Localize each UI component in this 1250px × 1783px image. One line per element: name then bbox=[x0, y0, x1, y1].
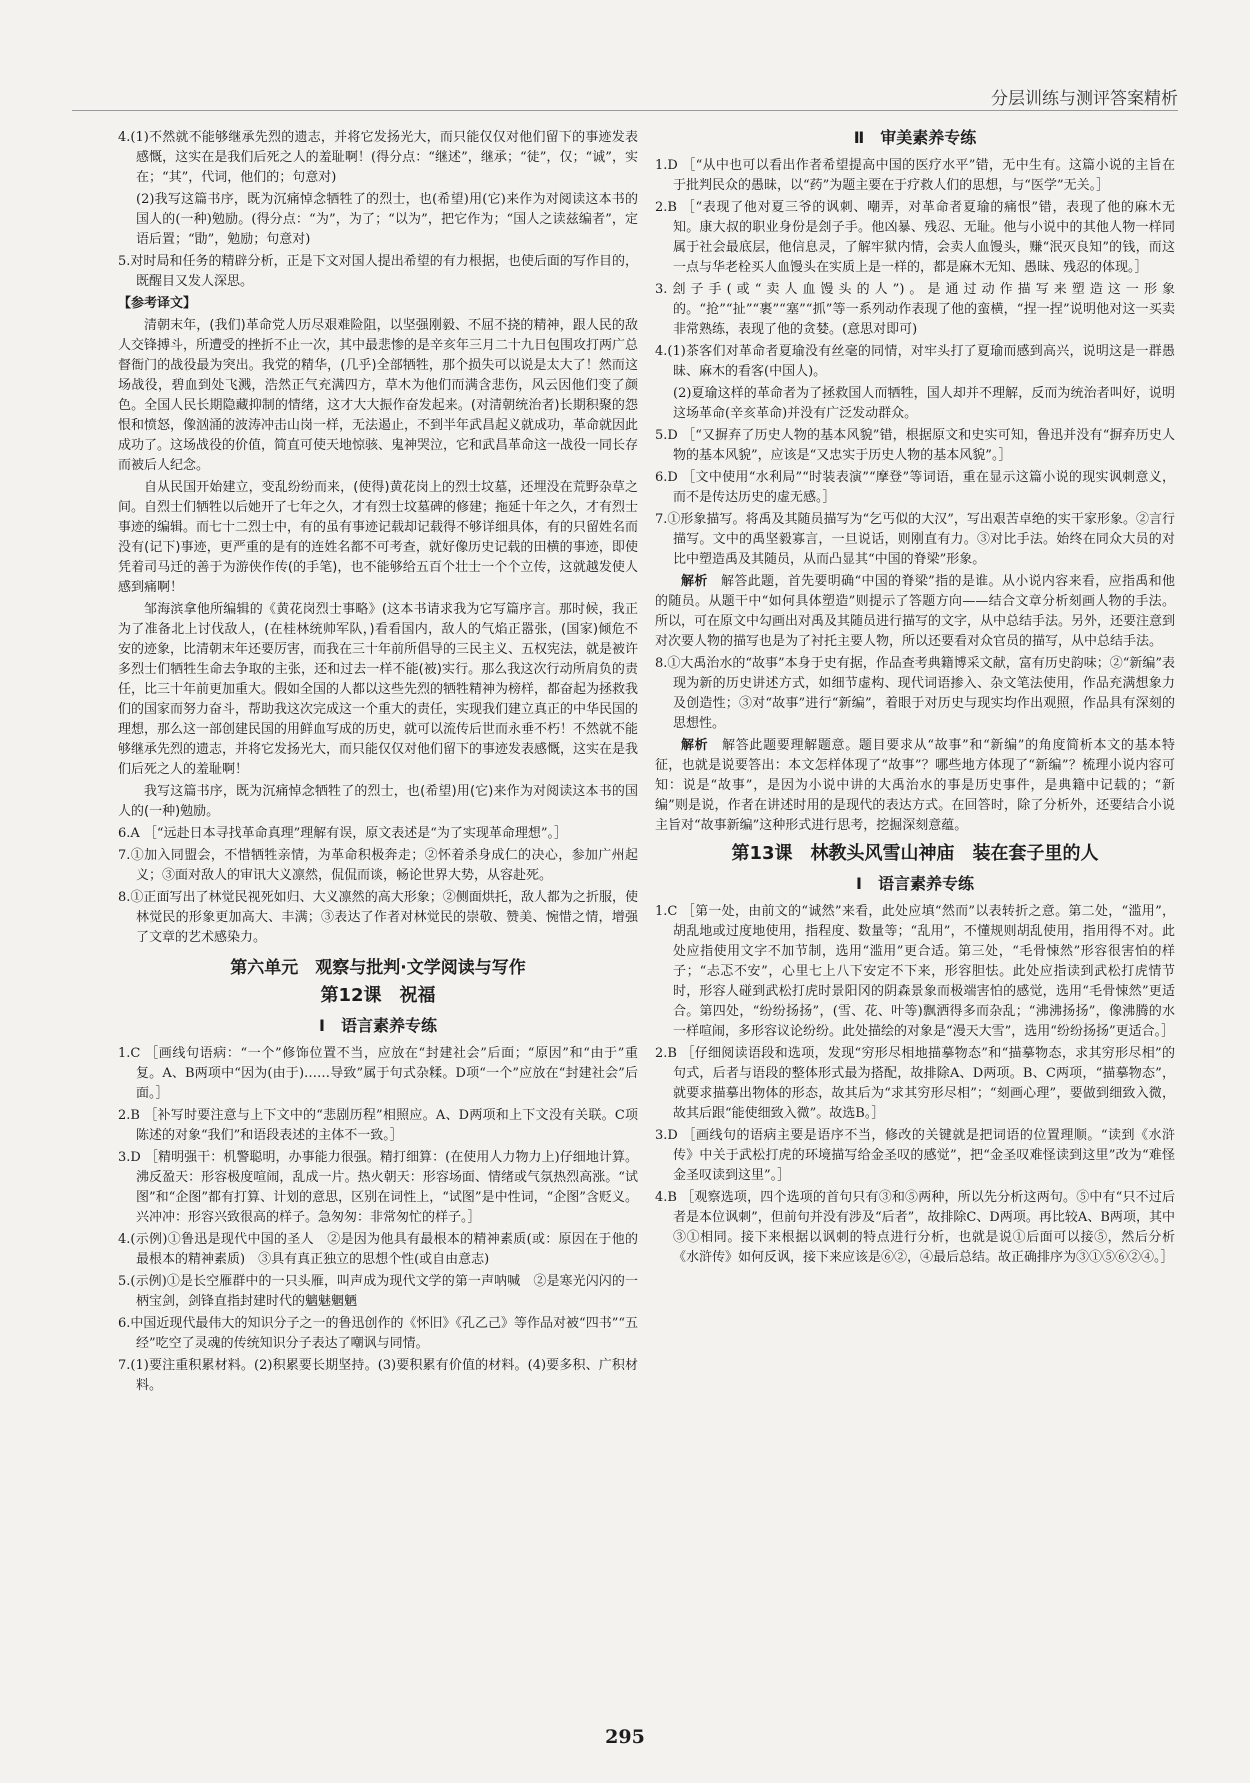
answer-item: 5.D ［“又摒弃了历史人物的基本风貌”错，根据原文和史实可知，鲁迅并没有“摒弃历史人物的基本风貌”，应该是“又忠实于历史人物的基本风貌”。］ bbox=[655, 428, 1175, 463]
answer-item: 2.B ［仔细阅读语段和选项，发现“穷形尽相地描摹物态”和“描摹物态，求其穷形尽相”的句式，后者与语段的整体形式最为搭配，故排除A、D两项。B、C两项，“描摹物态”，就要求描摹出物体的形态，故其后为“求其穷形尽相”；“刻画心理”，要做到细致入微，故其后跟“能使细致入微”。故选B。］ bbox=[655, 1046, 1175, 1121]
translation-paragraph: 我写这篇书序，既为沉痛悼念牺牲了的烈士，也(希望)用(它)来作为对阅读这本书的国人的(一种)勉励。 bbox=[118, 784, 638, 819]
answer-item: 4.(示例)①鲁迅是现代中国的圣人 ②是因为他具有最根本的精神素质(或：原因在于他的最根本的精神素质) ③具有真正独立的思想个性(或自由意志) bbox=[118, 1232, 638, 1267]
analysis-text: 解答此题，首先要明确“中国的脊梁”指的是谁。从小说内容来看，应指禹和他的随员。从题干中“如何具体塑造”则提示了答题方向——结合文章分析刻画人物的手法。所以，可在原文中勾画出对禹及其随员进行描写的文字，从中总结手法。另外，还要注意到对次要人物的描写也是为了衬托主要人物，所以还要看对众官员的描写，从中总结手法。 bbox=[655, 574, 1176, 649]
section-title: Ⅰ 语言素养专练 bbox=[856, 874, 974, 893]
answer-item: 2.B ［“表现了他对夏三爷的讽刺、嘲弄，对革命者夏瑜的痛恨”错，表现了他的麻木无知。康大叔的职业身份是刽子手。他凶暴、残忍、无耻。他与小说中的其他人物一样同属于社会最底层，他信息灵，了解牢狱内情，会卖人血馒头，赚“泯灭良知”的钱，而这一点与华老栓买人血馒头在实质上是一样的，都是麻木无知、愚昧、残忍的体现。］ bbox=[655, 200, 1175, 275]
page-number: 295 bbox=[605, 1726, 645, 1748]
answer-item: 7.(1)要注重积累材料。(2)积累要长期坚持。(3)要积累有价值的材料。(4)要多积、广积材料。 bbox=[118, 1358, 638, 1393]
answer-item: 3.D ［精明强干：机警聪明，办事能力很强。精打细算：(在使用人力物力上)仔细地计算。沸反盈天：形容极度喧闹，乱成一片。热火朝天：形容场面、情绪或气氛热烈高涨。“试图”和“企图”都有打算、计划的意思，区别在词性上，“试图”是中性词，“企图”含贬义。兴冲冲：形容兴致很高的样子。急匆匆：非常匆忙的样子。］ bbox=[118, 1150, 638, 1225]
answer-item: 3.刽子手(或“卖人血馒头的人”)。是通过动作描写来塑造这一形象的。“抢”“扯”“裹”“塞”“抓”等一系列动作表现了他的蛮横，“捏一捏”说明他对这一买卖非常熟练，表现了他的贪婪。(意思对即可) bbox=[655, 282, 1175, 337]
answer-item: 7.①加入同盟会，不惜牺牲亲情，为革命积极奔走；②怀着杀身成仁的决心，参加广州起义；③面对敌人的审讯大义凛然，侃侃而谈，畅论世界大势，从容赴死。 bbox=[118, 848, 638, 883]
analysis-paragraph bbox=[655, 736, 1175, 836]
unit-title: 第六单元 观察与批判·文学阅读与写作 bbox=[230, 958, 526, 978]
answer-item: 4.B ［观察选项，四个选项的首句只有③和⑤两种，所以先分析这两句。⑤中有“只不过后者是本位讽刺”，但前句并没有涉及“后者”，故排除C、D两项。再比较A、B两项，其中③①相同。接下来根据以讽刺的特点进行分析，也就是说①后面可以接⑤，然后分析《水浒传》如何反讽，接下来应该是⑥②，④最后总结。故正确排序为③①⑤⑥②④。］ bbox=[655, 1190, 1175, 1265]
answer-item: 3.D ［画线句的语病主要是语序不当，修改的关键就是把词语的位置理顺。“读到《水浒传》中关于武松打虎的环境描写给金圣叹的感觉”，把“金圣叹难怪读到这里”改为“难怪金圣叹读到这里”。］ bbox=[655, 1128, 1175, 1183]
answer-item: 6.D ［文中使用“水利局”“时装表演”“摩登”等词语，重在显示这篇小说的现实讽刺意义，而不是传达历史的虚无感。］ bbox=[655, 470, 1175, 505]
header-rule bbox=[72, 110, 1178, 111]
answer-item: 8.①大禹治水的“故事”本身于史有据，作品查考典籍博采文献，富有历史韵味；②“新编”表现为新的历史讲述方式，如细节虚构、现代词语掺入、杂文笔法使用，作品充满想象力及创造性；③对“故事”进行“新编”，着眼于对历史与现实均作出观照，作品具有深刻的思想性。 bbox=[655, 656, 1175, 731]
answer-item: 5.(示例)①是长空雁群中的一只头雁，叫声成为现代文学的第一声呐喊 ②是寒光闪闪的一柄宝剑，剑锋直指封建时代的魑魅魍魉 bbox=[118, 1274, 638, 1309]
lesson-title: 第13课 林教头风雪山神庙 装在套子里的人 bbox=[731, 843, 1099, 864]
lesson-title: 第12课 祝福 bbox=[320, 985, 436, 1006]
reference-translation-title: 【参考译文】 bbox=[118, 296, 197, 311]
answer-item: 1.C ［画线句语病：“一个”修饰位置不当，应放在“封建社会”后面；“原因”和“由于”重复。A、B两项中“因为(由于)……导致”属于句式杂糅。D项“一个”应放在“封建社会”后面。］ bbox=[118, 1046, 638, 1101]
analysis-label: 解析 bbox=[681, 738, 709, 753]
answer-item: 7.①形象描写。将禹及其随员描写为“乞丐似的大汉”，写出艰苦卓绝的实干家形象。②言行描写。文中的禹坚毅寡言，一旦说话，则刚直有力。③对比手法。始终在同众大员的对比中塑造禹及其随员，从而凸显其“中国的脊梁”形象。 bbox=[655, 512, 1175, 567]
left-column bbox=[118, 128, 638, 1398]
answer-item: 1.C ［第一处，由前文的“诚然”来看，此处应填“然而”以表转折之意。第二处，“滥用”，胡乱地或过度地使用，指程度、数量等；“乱用”，不懂规则胡乱使用，指用得不对。此处应指使用文字不加节制，选用“滥用”更合适。第三处，“毛骨悚然”形容很害怕的样子；“忐忑不安”，心里七上八下安定不下来，形容胆怯。此处应指读到武松打虎情节时，形容人碰到武松打虎时景阳冈的阴森景象而极端害怕的感觉，选用“毛骨悚然”更适合。第四处，“纷纷扬扬”，(雪、花、叶等)飘洒得多而杂乱；“沸沸扬扬”，像沸腾的水一样喧闹，多形容议论纷纷。此处描绘的对象是“漫天大雪”，选用“纷纷扬扬”更适合。］ bbox=[655, 904, 1175, 1039]
answer-item: 4.(1)茶客们对革命者夏瑜没有丝毫的同情，对牢头打了夏瑜而感到高兴，说明这是一群愚昧、麻木的看客(中国人)。 bbox=[655, 344, 1175, 379]
translation-paragraph: 清朝末年，(我们)革命党人历尽艰难险阻，以坚强刚毅、不屈不挠的精神，跟人民的敌人交锋搏斗，所遭受的挫折不止一次，其中最悲惨的是辛亥年三月二十九日包围攻打两广总督衙门的战役最为突出。我党的精华，(几乎)全部牺牲，那个损失可以说是太大了！然而这场战役，碧血到处飞溅，浩然正气充满四方，草木为他们而满含悲伤，风云因他们变了颜色。全国人民长期隐藏抑制的情绪，这才大大振作奋发起来。(对清朝统治者)长期积聚的怨恨和愤怒，像汹涌的波涛冲击山岗一样，无法遏止，不到半年武昌起义就成功，革命就因此成功了。这场战役的价值，简直可使天地惊骇、鬼神哭泣，它和武昌革命这一战役一同长存而被后人纪念。 bbox=[118, 318, 639, 473]
analysis-text: 解答此题要理解题意。题目要求从“故事”和“新编”的角度简析本文的基本特征，也就是说要答出：本文怎样体现了“故事”？哪些地方体现了“新编”？梳理小说内容可知：说是“故事”，是因为小说中讲的大禹治水的事是历史事件，是典籍中记载的；“新编”则是说，作者在讲述时用的是现代的表达方式。在回答时，除了分析外，还要结合小说主旨对“故事新编”这种形式进行思考，挖掘深刻意蕴。 bbox=[655, 738, 1175, 833]
answer-item: (2)夏瑜这样的革命者为了拯救国人而牺牲，国人却并不理解，反而为统治者叫好，说明这场革命(辛亥革命)并没有广泛发动群众。 bbox=[673, 386, 1175, 421]
answer-item: 8.①正面写出了林觉民视死如归、大义凛然的高大形象；②侧面烘托，敌人都为之折服，使林觉民的形象更加高大、丰满；③表达了作者对林觉民的崇敬、赞美、惋惜之情，增强了文章的艺术感染力。 bbox=[118, 890, 638, 945]
answer-item: 1.D ［“从中也可以看出作者希望提高中国的医疗水平”错，无中生有。这篇小说的主旨在于批判民众的愚昧，以“药”为题主要在于疗救人们的思想，与“医学”无关。］ bbox=[655, 158, 1175, 193]
answer-item: 5.对时局和任务的精辟分析，正是下文对国人提出希望的有力根据，也使后面的写作目的，既醒目又发人深思。 bbox=[118, 254, 638, 289]
running-header: 分层训练与测评答案精析 bbox=[991, 89, 1178, 109]
answer-item: 6.中国近现代最伟大的知识分子之一的鲁迅创作的《怀旧》《孔乙己》等作品对被“四书”“五经”吃空了灵魂的传统知识分子表达了嘲讽与同情。 bbox=[118, 1316, 638, 1351]
section-title: Ⅰ 语言素养专练 bbox=[319, 1016, 437, 1035]
right-column bbox=[655, 128, 1175, 1270]
answer-item: 4.(1)不然就不能够继承先烈的遗志，并将它发扬光大，而只能仅仅对他们留下的事迹发表感慨，这实在是我们后死之人的羞耻啊！(得分点：“继述”，继承；“徒”，仅；“诚”，实在；“其”，代词，他们的；句意对) bbox=[118, 130, 638, 185]
analysis-paragraph bbox=[655, 572, 1175, 652]
answer-item: 6.A ［“远赴日本寻找革命真理”理解有误，原文表述是“为了实现革命理想”。］ bbox=[118, 826, 568, 841]
section-title: Ⅱ 审美素养专练 bbox=[853, 128, 977, 147]
translation-paragraph: 邹海滨拿他所编辑的《黄花岗烈士事略》(这本书请求我为它写篇序言。那时候，我正为了准备北上讨伐敌人，(在桂林统帅军队，)看看国内，敌人的气焰正嚣张，(国家)倾危不安的迹象，比清朝末年还要厉害，而我在三十年前所倡导的三民主义、五权宪法，就是被许多烈士们牺牲生命去争取的主张，还和过去一样不能(被)实行。那么我这次行动所肩负的责任，比三十年前更加重大。假如全国的人都以这些先烈的牺牲精神为榜样，都奋起为拯救我们的国家而努力奋斗，帮助我这次完成这一个重大的责任，实现我们建立真正的中华民国的理想，那么这一部创建民国的用鲜血写成的历史，就可以流传后世而永垂不朽！不然就不能够继承先烈的遗志，并将它发扬光大，而只能仅仅对他们留下的事迹发表感慨，这实在是我们后死之人的羞耻啊！ bbox=[118, 602, 639, 777]
translation-paragraph: 自从民国开始建立，变乱纷纷而来，(使得)黄花岗上的烈士坟墓，还埋没在荒野杂草之间。自烈士们牺牲以后她开了七年之久，才有烈士坟墓碑的修建；拖延十年之久，才有烈士事迹的编辑。而七十二烈士中，有的虽有事迹记载却记载得不够详细具体，有的只留姓名而没有(记下)事迹，更严重的是有的连姓名都不可考查，就好像历史记载的田横的事迹，即使凭着司马迁的善于为游侠作传(的手笔)，也不能够给五百个壮士一个个立传，这就越发使人感到痛啊！ bbox=[118, 480, 639, 595]
answer-item: (2)我写这篇书序，既为沉痛悼念牺牲了的烈士，也(希望)用(它)来作为对阅读这本书的国人的(一种)勉励。(得分点：“为”，为了；“以为”，把它作为；“国人之读兹编者”，定语后置；“勖”，勉励；句意对) bbox=[136, 192, 638, 247]
answer-item: 2.B ［补写时要注意与上下文中的“悲剧历程”相照应。A、D两项和上下文没有关联。C项陈述的对象“我们”和语段表述的主体不一致。］ bbox=[118, 1108, 638, 1143]
analysis-label: 解析 bbox=[681, 574, 708, 589]
